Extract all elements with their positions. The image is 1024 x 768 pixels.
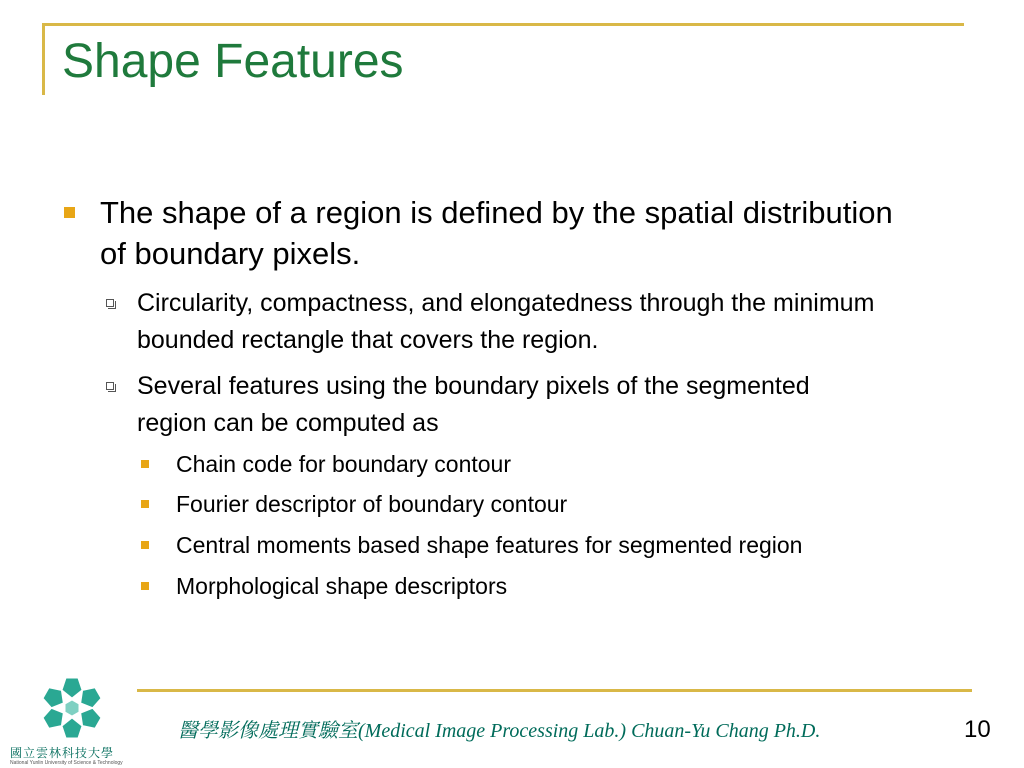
bullet-item-level3 [176,571,996,601]
footer-lab-credit: 醫學影像處理實驗室(Medical Image Processing Lab.) Chuan-Yu Chang Ph.D. [178,720,821,742]
bullet-item-level2 [137,368,837,442]
bullet-text: Several features using the boundary pixels of the segmented region can be computed as [137,372,810,437]
hollow-square-bullet-icon [106,299,114,307]
square-bullet-icon [141,500,149,508]
bullet-item-level1 [100,192,900,274]
logo-caption: 國立雲林科技大學 [10,746,115,760]
bullet-text: Central moments based shape features for segmented region [176,532,803,558]
bullet-item-level3 [176,489,996,519]
footer-rule [137,689,972,692]
bullet-text: Circularity, compactness, and elongatedness through the minimum bounded rectangle that covers the region. [137,289,875,354]
bullet-text: The shape of a region is defined by the spatial distribution of boundary pixels. [100,195,893,271]
slide-title: Shape Features [62,35,404,88]
bullet-text: Morphological shape descriptors [176,573,508,599]
bullet-text: Chain code for boundary contour [176,451,511,477]
bullet-text: Fourier descriptor of boundary contour [176,491,568,517]
bullet-item-level3 [176,530,996,560]
logo-subcaption: National Yunlin University of Science & Technology [10,760,123,766]
square-bullet-icon [141,582,149,590]
bullet-item-level2 [137,285,937,359]
square-bullet-icon [141,541,149,549]
university-logo-icon [36,674,108,742]
bullet-item-level3 [176,449,996,479]
hollow-square-bullet-icon [106,382,114,390]
square-bullet-icon [64,207,75,218]
page-number: 10 [964,716,991,743]
square-bullet-icon [141,460,149,468]
